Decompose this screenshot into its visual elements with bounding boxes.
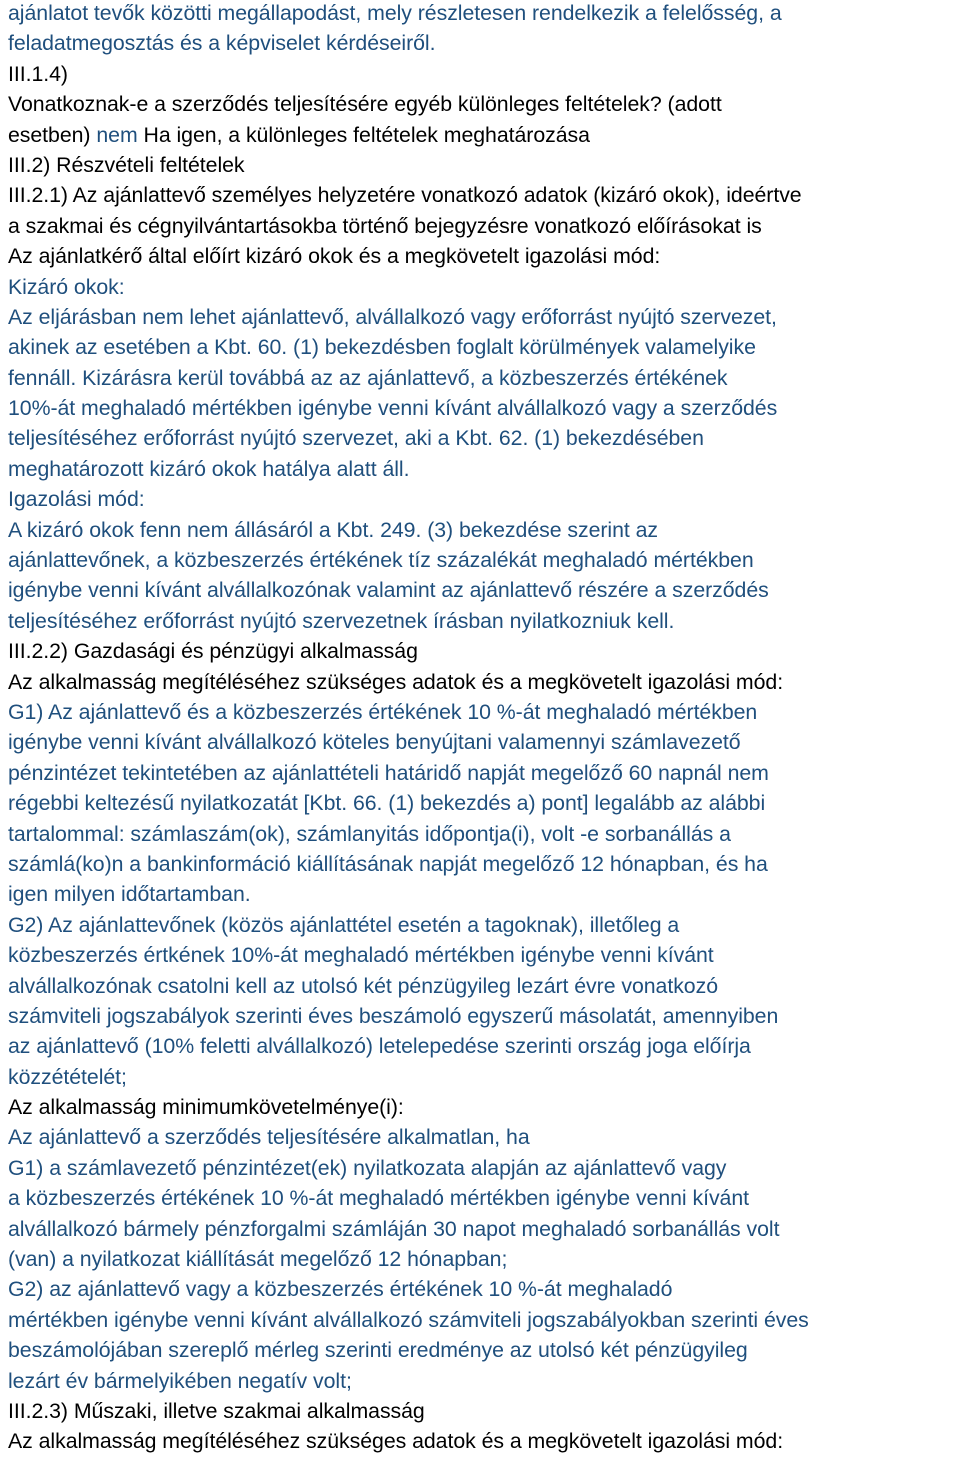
text-line [8, 363, 960, 393]
body-text-segment: igénybe venni kívánt alvállalkozó köteles benyújtani valamennyi számlavezető [8, 730, 741, 755]
text-line [8, 819, 960, 849]
body-text-segment: ajánlatot tevők közötti megállapodást, mely részletesen rendelkezik a felelősség, a [8, 1, 782, 25]
text-line [8, 545, 960, 575]
body-text-segment: ajánlattevőnek, a közbeszerzés értékének tíz százalékát meghaladó mértékben [8, 548, 754, 573]
heading-text-segment: III.2.2) Gazdasági és pénzügyi alkalmasság [8, 639, 418, 664]
body-text-segment: feladatmegosztás és a képviselet kérdéseiről. [8, 31, 436, 56]
text-line [8, 1001, 960, 1031]
text-line [8, 1396, 960, 1426]
body-text-segment: pénzintézet tekintetében az ajánlattételi határidő napját megelőző 60 napnál nem [8, 760, 769, 785]
text-line [8, 940, 960, 970]
text-line [8, 59, 960, 89]
body-text-segment: a közbeszerzés értékének 10 %-át meghaladó mértékben igénybe venni kívánt [8, 1186, 749, 1211]
heading-text-segment: esetben) [8, 122, 97, 147]
heading-text-segment: III.2.1) Az ajánlattevő személyes helyzetére vonatkozó adatok (kizáró okok), ideértve [8, 183, 802, 208]
text-line [8, 1335, 960, 1365]
body-text-segment: G2) Az ajánlattevőnek (közös ajánlattétel esetén a tagoknak), illetőleg a [8, 912, 680, 937]
text-line [8, 211, 960, 241]
body-text-segment: alvállalkozó bármely pénzforgalmi számláján 30 napot meghaladó sorbanállás volt [8, 1216, 780, 1241]
body-text-segment: meghatározott kizáró okok hatálya alatt áll. [8, 456, 410, 481]
text-line [8, 971, 960, 1001]
body-text-segment: G1) a számlavezető pénzintézet(ek) nyilatkozata alapján az ajánlattevő vagy [8, 1155, 727, 1180]
text-line [8, 89, 960, 119]
text-line [8, 849, 960, 879]
text-line [8, 636, 960, 666]
text-line [8, 0, 960, 28]
text-line [8, 758, 960, 788]
body-text-segment: Az eljárásban nem lehet ajánlattevő, alvállalkozó vagy erőforrást nyújtó szervezet, [8, 304, 777, 329]
text-line [8, 454, 960, 484]
text-line [8, 332, 960, 362]
text-line [8, 879, 960, 909]
text-line [8, 697, 960, 727]
text-line [8, 1244, 960, 1274]
text-line [8, 1153, 960, 1183]
text-line [8, 272, 960, 302]
body-text-segment: mértékben igénybe venni kívánt alvállalkozó számviteli jogszabályokban szerinti éves [8, 1307, 809, 1332]
text-line [8, 241, 960, 271]
text-line [8, 575, 960, 605]
body-text-segment: (van) a nyilatkozat kiállítását megelőző 12 hónapban; [8, 1247, 508, 1272]
text-line [8, 1274, 960, 1304]
heading-text-segment: III.2) Részvételi feltételek [8, 152, 245, 177]
body-text-segment: A kizáró okok fenn nem állásáról a Kbt. 249. (3) bekezdése szerint az [8, 517, 659, 542]
body-text-segment: fennáll. Kizárásra kerül továbbá az az ajánlattevő, a közbeszerzés értékének [8, 365, 728, 390]
heading-text-segment: a szakmai és cégnyilvántartásokba történő bejegyzésre vonatkozó előírásokat is [8, 213, 762, 238]
body-text-segment: Az ajánlattevő a szerződés teljesítésére alkalmatlan, ha [8, 1125, 530, 1150]
text-line [8, 788, 960, 818]
body-text-segment: teljesítéséhez erőforrást nyújtó szervezetnek írásban nyilatkozniuk kell. [8, 608, 675, 633]
text-line [8, 484, 960, 514]
body-text-segment: az ajánlattevő (10% feletti alvállalkozó) letelepedése szerinti ország joga előírja [8, 1034, 751, 1059]
text-line [8, 393, 960, 423]
body-text-segment: alvállalkozónak csatolni kell az utolsó két pénzügyileg lezárt évre vonatkozó [8, 973, 718, 998]
heading-text-segment: III.2.3) Műszaki, illetve szakmai alkalmasság [8, 1398, 425, 1423]
body-text-segment: közzétételét; [8, 1064, 127, 1089]
body-text-segment: G1) Az ajánlattevő és a közbeszerzés értékének 10 %-át meghaladó mértékben [8, 699, 758, 724]
text-line [8, 1366, 960, 1396]
body-text-segment: Kizáró okok: [8, 274, 125, 299]
heading-text-segment: Az alkalmasság minimumkövetelménye(i): [8, 1095, 404, 1120]
body-text-segment: igénybe venni kívánt alvállalkozónak valamint az ajánlattevő részére a szerződés [8, 578, 769, 603]
body-text-segment: Igazolási mód: [8, 487, 145, 512]
text-line [8, 423, 960, 453]
body-text-segment: számlá(ko)n a bankinformáció kiállításának napját megelőző 12 hónapban, és ha [8, 851, 768, 876]
text-line [8, 180, 960, 210]
body-text-segment: számviteli jogszabályok szerinti éves beszámoló egyszerű másolatát, amennyiben [8, 1003, 779, 1028]
text-line [8, 1183, 960, 1213]
heading-text-segment: Az alkalmasság megítéléséhez szükséges adatok és a megkövetelt igazolási mód: [8, 1429, 784, 1454]
body-text-segment: tartalommal: számlaszám(ok), számlanyitás időpontja(i), volt -e sorbanállás a [8, 821, 731, 846]
body-text-segment: akinek az esetében a Kbt. 60. (1) bekezdésben foglalt körülmények valamelyike [8, 335, 756, 360]
text-line [8, 1122, 960, 1152]
text-line [8, 606, 960, 636]
heading-text-segment: III.1.4) [8, 61, 68, 86]
body-text-segment: lezárt év bármelyikében negatív volt; [8, 1368, 352, 1393]
body-text-segment: régebbi keltezésű nyilatkozatát [Kbt. 66. (1) bekezdés a) pont] legalább az alábbi [8, 791, 766, 816]
body-text-segment: igen milyen időtartamban. [8, 882, 251, 907]
heading-text-segment: Vonatkoznak-e a szerződés teljesítésére egyéb különleges feltételek? (adott [8, 92, 722, 117]
text-line [8, 910, 960, 940]
heading-text-segment: Az alkalmasság megítéléséhez szükséges adatok és a megkövetelt igazolási mód: [8, 669, 784, 694]
text-line [8, 1031, 960, 1061]
text-line [8, 667, 960, 697]
text-line [8, 150, 960, 180]
body-text-segment: nem [96, 122, 138, 147]
body-text-segment: beszámolójában szereplő mérleg szerinti eredménye az utolsó két pénzügyileg [8, 1338, 748, 1363]
heading-text-segment: Az ajánlatkérő által előírt kizáró okok és a megkövetelt igazolási mód: [8, 244, 661, 269]
text-line [8, 515, 960, 545]
text-line [8, 1092, 960, 1122]
text-line [8, 28, 960, 58]
heading-text-segment: Ha igen, a különleges feltételek meghatározása [137, 122, 590, 147]
text-line [8, 302, 960, 332]
body-text-segment: közbeszerzés értkének 10%-át meghaladó mértékben igénybe venni kívánt [8, 943, 714, 968]
body-text-segment: G2) az ajánlattevő vagy a közbeszerzés értékének 10 %-át meghaladó [8, 1277, 673, 1302]
text-line [8, 1426, 960, 1456]
body-text-segment: 10%-át meghaladó mértékben igénybe venni kívánt alvállalkozó vagy a szerződés [8, 396, 778, 421]
text-line [8, 120, 960, 150]
text-line [8, 1214, 960, 1244]
text-line [8, 1062, 960, 1092]
body-text-segment: teljesítéséhez erőforrást nyújtó szervezet, aki a Kbt. 62. (1) bekezdésében [8, 426, 704, 451]
text-line [8, 727, 960, 757]
text-line [8, 1305, 960, 1335]
